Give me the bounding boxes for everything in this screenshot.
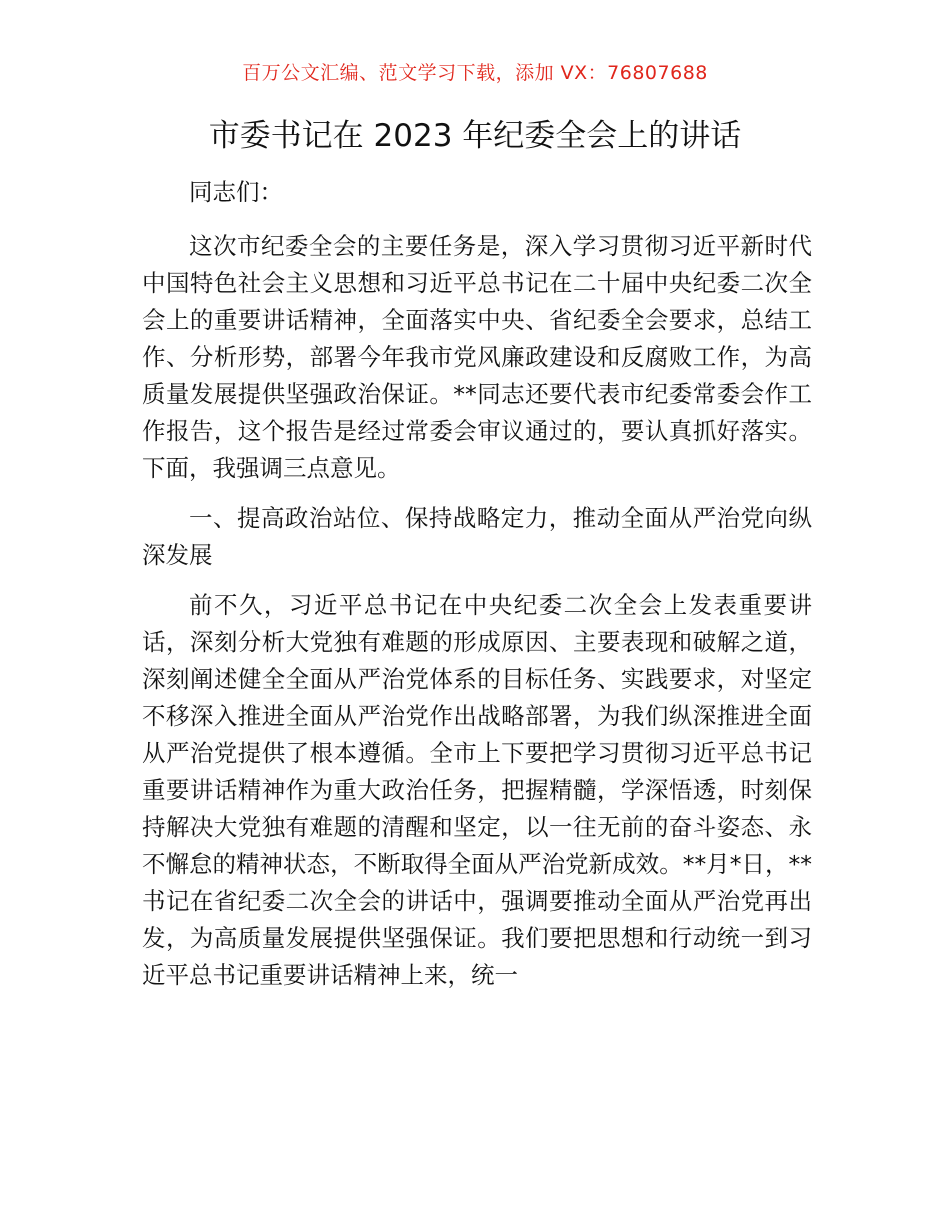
document-body [142,174,812,1007]
salutation: 同志们： [189,178,283,206]
document-title: 市委书记在 2023 年纪委全会上的讲话 [208,118,742,154]
download-notice: 百万公文汇编、范文学习下载，添加 VX：76807688 [242,62,708,84]
paragraph-intro: 这次市纪委全会的主要任务是，深入学习贯彻习近平新时代中国特色社会主义思想和习近平总书记在二十届中央纪委二次全会上的重要讲话精神，全面落实中央、省纪委全会要求，总结工作、分析形势，部署今年我市党风廉政建设和反腐败工作，为高质量发展提供坚强政治保证。**同志还要代表市纪委常委会作工作报告，这个报告是经过常委会审议通过的，要认真抓好落实。下面，我强调三点意见。 [142,232,812,482]
section-heading-1: 一、提高政治站位、保持战略定力，推动全面从严治党向纵深发展 [142,504,812,569]
paragraph-section-1: 前不久，习近平总书记在中央纪委二次全会上发表重要讲话，深刻分析大党独有难题的形成原因、主要表现和破解之道，深刻阐述健全全面从严治党体系的目标任务、实践要求，对坚定不移深入推进全面从严治党作出战略部署，为我们纵深推进全面从严治党提供了根本遵循。全市上下要把学习贯彻习近平总书记重要讲话精神作为重大政治任务，把握精髓，学深悟透，时刻保持解决大党独有难题的清醒和坚定，以一往无前的奋斗姿态、永不懈怠的精神状态，不断取得全面从严治党新成效。**月*日，**书记在省纪委二次全会的讲话中，强调要推动全面从严治党再出发，为高质量发展提供坚强保证。我们要把思想和行动统一到习近平总书记重要讲话精神上来，统一 [142,591,812,989]
